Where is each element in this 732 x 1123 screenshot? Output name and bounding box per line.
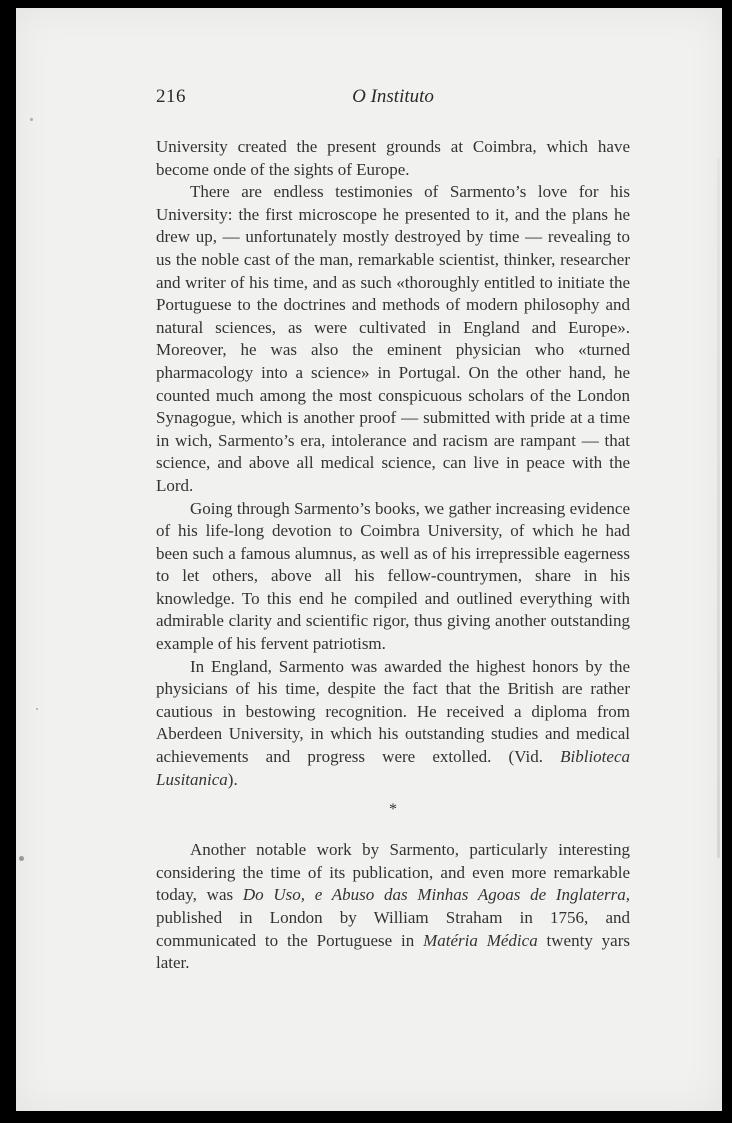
citation-title: Biblioteca Lusitanica <box>156 747 630 789</box>
paragraph-5-part-1: Another notable work by Sarmento, particularly interesting considering the time of its publication, and even more remarkable today, was <box>156 840 630 905</box>
page-header <box>156 86 630 112</box>
scanned-page <box>16 8 722 1111</box>
scan-edge-shadow <box>717 158 720 858</box>
publication-title: Matéria Médica <box>423 930 538 950</box>
dust-speck <box>30 118 33 121</box>
paragraph-2: There are endless testimonies of Sarmento’s love for his University: the first microscope he presented to it, and the plans he drew up, — unfortunately mostly destroyed by time — revealing to us the noble cast of the man, remarkable scientist, thinker, researcher and writer of his time, and as such «thoroughly entitled to initiate the Portuguese to the doctrines and methods of modern philosophy and natural sciences, as were cultivated in England and Europe». Moreover, he was also the eminent physician who «turned pharmacology into a science» in Portugal. On the other hand, he counted much among the most conspicuous scholars of the London Synagogue, which is another proof — submitted with pride at a time in wich, Sarmento’s era, intolerance and racism are rampant — that science, and above all medical science, can live in peace with the Lord. <box>156 182 630 495</box>
paragraph-4-end: ). <box>227 769 238 789</box>
book-title: Do Uso, e Abuso das Minhas Agoas de Inglaterra, <box>242 885 630 905</box>
paragraph-5 <box>156 839 630 975</box>
paragraph-1: University created the present grounds at Coimbra, which have become onde of the sights of Europe. <box>156 137 630 179</box>
paragraph-3: Going through Sarmento’s books, we gather increasing evidence of his life-long devotion to Coimbra University, of which he had been such a famous alumnus, as well as of his irrepressible eagerness to let others, above all his fellow-countrymen, share in his knowledge. To this end he compiled and outlined everything with admirable clarity and scientific rigor, thus giving another outstanding example of his fervent patriotism. <box>156 498 630 654</box>
paragraph-5-part-2: published in London by William Straham in 1756, and communicated to the Portuguese in <box>156 908 630 950</box>
section-separator: * <box>389 801 397 819</box>
dust-speck <box>19 856 24 861</box>
page-body <box>156 136 630 975</box>
paragraph-4-text: In England, Sarmento was awarded the highest honors by the physicians of his time, despite the fact that the British are rather cautious in bestowing recognition. He received a diploma from Aberdeen University, in which his outstanding studies and medical achievements and progress were extolled. (Vid. <box>156 656 630 767</box>
paragraph-5-part-3: twenty yars later. <box>156 930 630 973</box>
running-title: O Instituto <box>352 86 434 107</box>
paragraph-4 <box>156 656 630 792</box>
page-number: 216 <box>156 86 186 107</box>
dust-speck <box>36 708 38 710</box>
